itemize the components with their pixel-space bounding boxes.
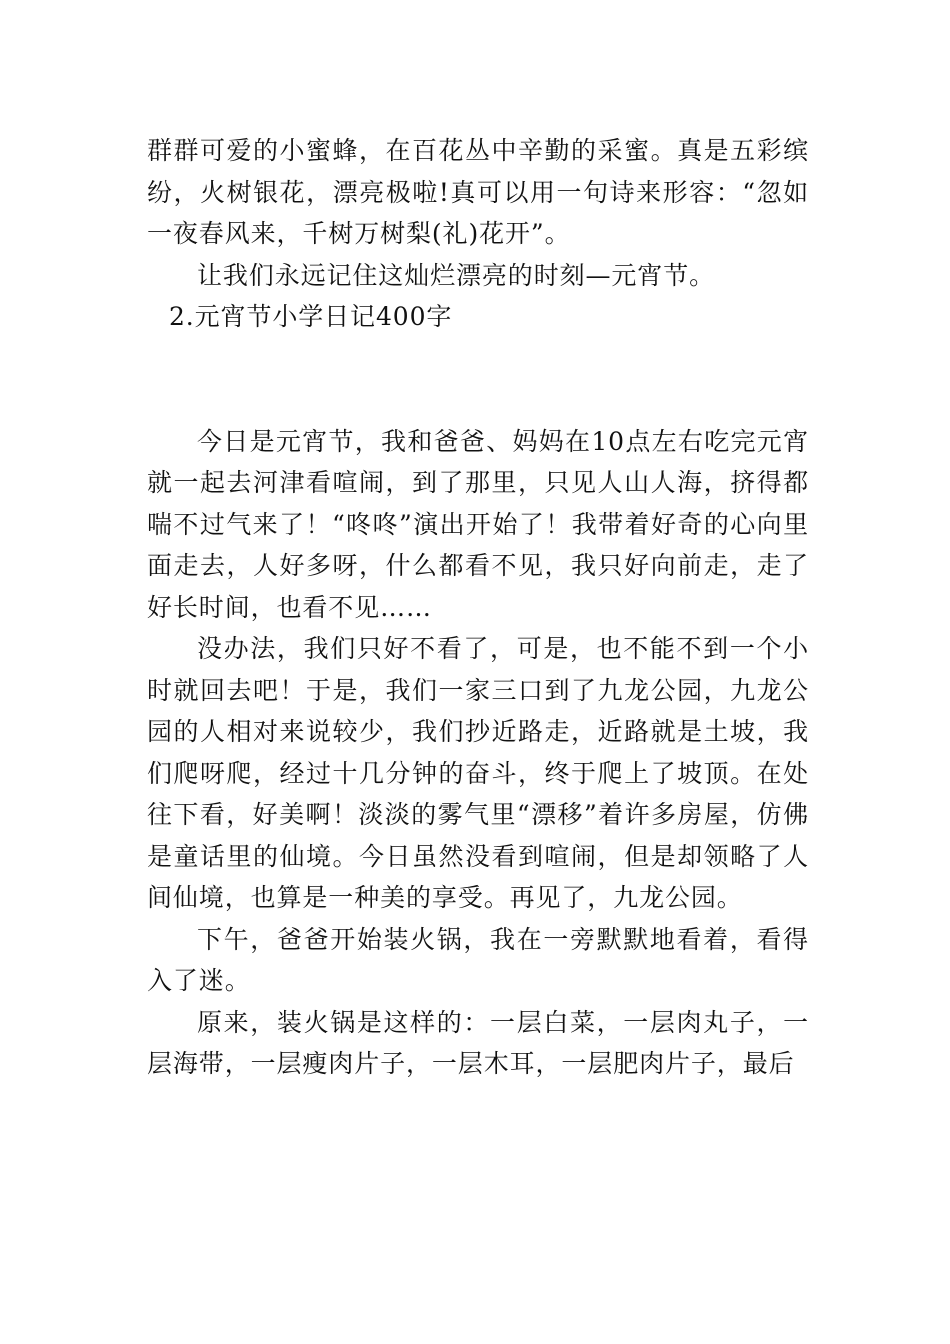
blank-gap (147, 338, 809, 421)
paragraph-jiulong-park: 没办法，我们只好不看了，可是，也不能不到一个小时就回去吧！于是，我们一家三口到了九龙公园，九龙公园的人相对来说较少，我们抄近路走，近路就是土坡，我们爬呀爬，经过十几分钟的奋斗，终于爬上了坡顶。在处往下看，好美啊！淡淡的雾气里“漂移”着许多房屋，仿佛是童话里的仙境。今日虽然没看到喧闹，但是却领略了人间仙境，也算是一种美的享受。再见了，九龙公园。 (147, 634, 809, 912)
paragraph-fireworks: 群群可爱的小蜜蜂，在百花丛中辛勤的采蜜。真是五彩缤纷，火树银花，漂亮极啦!真可以用一句诗来形容：“忽如一夜春风来，千树万树梨(礼)花开”。 (147, 136, 809, 248)
paragraph-hotpot: 原来，装火锅是这样的：一层白菜，一层肉丸子，一层海带，一层瘦肉片子，一层木耳，一层肥肉片子，最后 (147, 1007, 809, 1078)
paragraph-remember: 让我们永远记住这灿烂漂亮的时刻—元宵节。 (197, 260, 716, 290)
section-heading: 2.元宵节小学日记400字 (169, 302, 453, 331)
document-body (147, 130, 809, 1085)
paragraph-afternoon: 下午，爸爸开始装火锅，我在一旁默默地看着，看得入了迷。 (147, 924, 809, 995)
paragraph-lantern-day: 今日是元宵节，我和爸爸、妈妈在10点左右吃完元宵就一起去河津看喧闹，到了那里，只见人山人海，挤得都喘不过气来了！“咚咚”演出开始了！我带着好奇的心向里面走去，人好多呀，什么都看不见，我只好向前走，走了好长时间，也看不见…… (147, 426, 809, 622)
